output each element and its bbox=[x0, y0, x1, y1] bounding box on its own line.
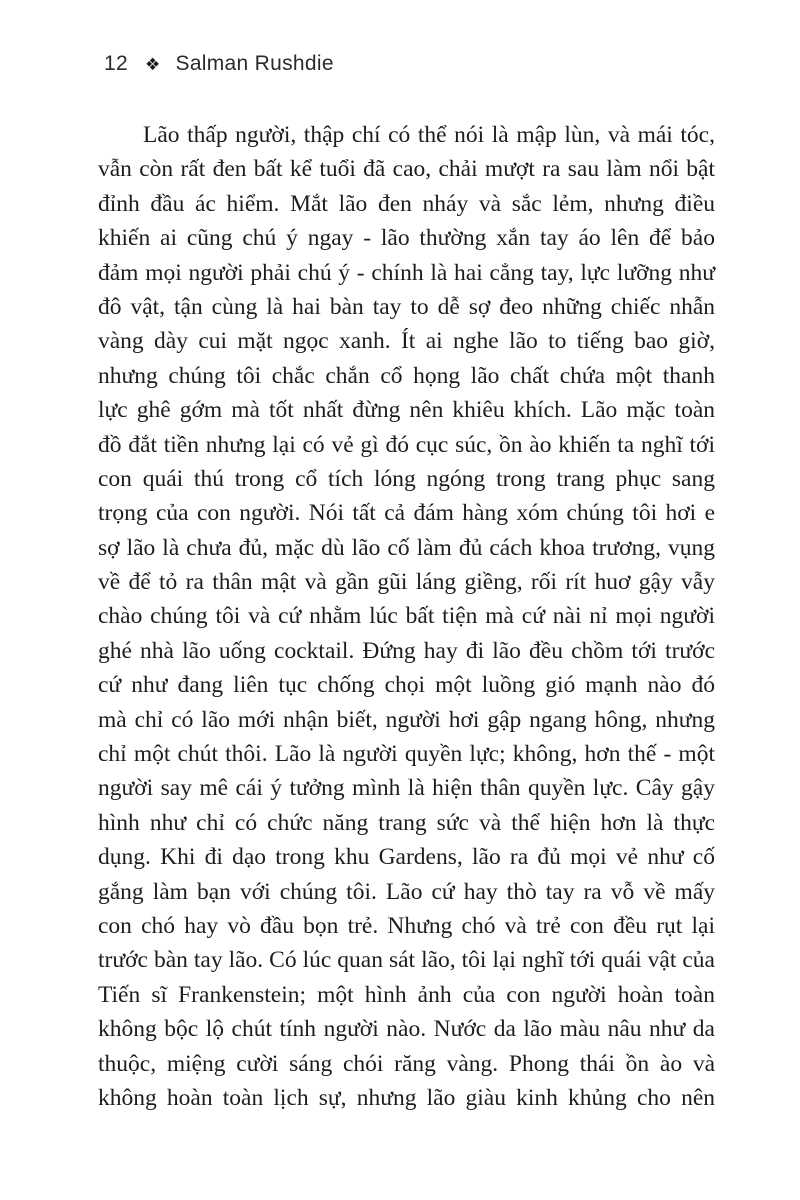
body-line: người say mê cái ý tưởng mình là hiện thân quyền lực. Cây gậy bbox=[98, 775, 715, 802]
running-head-author: Salman Rushdie bbox=[175, 52, 334, 75]
body-line: gắng làm bạn với chúng tôi. Lão cứ hay thò tay ra vỗ về mấy bbox=[98, 878, 715, 905]
body-line: thuộc, miệng cười sáng chói răng vàng. Phong thái ồn ào và bbox=[98, 1050, 715, 1077]
body-line: dụng. Khi đi dạo trong khu Gardens, lão ra đủ mọi vẻ như cố bbox=[98, 844, 715, 871]
running-header bbox=[104, 52, 334, 76]
body-line: không bộc lộ chút tính người nào. Nước da lão màu nâu như da bbox=[98, 1016, 715, 1043]
body-line: chào chúng tôi và cứ nhằm lúc bất tiện mà cứ nài nỉ mọi người bbox=[98, 603, 715, 630]
body-line: ghé nhà lão uống cocktail. Đứng hay đi lão đều chồm tới trước bbox=[98, 637, 715, 664]
body-line: vàng dày cui mặt ngọc xanh. Ít ai nghe lão to tiếng bao giờ, bbox=[98, 328, 715, 355]
body-line: Lão thấp người, thập chí có thể nói là mập lùn, và mái tóc, bbox=[143, 122, 715, 148]
body-line: đỉnh đầu ác hiểm. Mắt lão đen nháy và sắc lẻm, nhưng điều bbox=[98, 190, 715, 217]
body-line: về để tỏ ra thân mật và gần gũi láng giềng, rối rít huơ gậy vẫy bbox=[98, 569, 715, 596]
body-line: vẫn còn rất đen bất kể tuổi đã cao, chải mượt ra sau làm nổi bật bbox=[98, 156, 715, 183]
body-line: mà chỉ có lão mới nhận biết, người hơi gập ngang hông, nhưng bbox=[98, 706, 715, 733]
body-line: nhưng chúng tôi chắc chắn cổ họng lão chất chứa một thanh bbox=[98, 362, 715, 389]
body-line: khiến ai cũng chú ý ngay - lão thường xắn tay áo lên để bảo bbox=[98, 225, 715, 252]
body-line: trước bàn tay lão. Có lúc quan sát lão, tôi lại nghĩ tới quái vật của bbox=[98, 947, 715, 974]
body-line: sợ lão là chưa đủ, mặc dù lão cố làm đủ cách khoa trương, vụng bbox=[98, 534, 715, 561]
body-line: chỉ một chút thôi. Lão là người quyền lực; không, hơn thế - một bbox=[98, 741, 715, 768]
body-line: con chó hay vò đầu bọn trẻ. Nhưng chó và trẻ con đều rụt lại bbox=[98, 912, 715, 939]
body-line: đảm mọi người phải chú ý - chính là hai cẳng tay, lực lưỡng như bbox=[98, 259, 715, 286]
body-line: cứ như đang liên tục chống chọi một luồng gió mạnh nào đó bbox=[98, 672, 715, 699]
body-line: lực ghê gớm mà tốt nhất đừng nên khiêu khích. Lão mặc toàn bbox=[98, 397, 715, 424]
body-line: đồ đắt tiền nhưng lại có vẻ gì đó cục súc, ồn ào khiến ta nghĩ tới bbox=[98, 431, 715, 458]
body-line: Tiến sĩ Frankenstein; một hình ảnh của con người hoàn toàn bbox=[98, 981, 715, 1008]
diamond-ornament-icon: ❖ bbox=[144, 55, 161, 74]
body-line: con quái thú trong cổ tích lóng ngóng trong trang phục sang bbox=[98, 465, 715, 492]
body-line: hình như chỉ có chức năng trang sức và thể hiện hơn là thực bbox=[98, 809, 715, 836]
body-line: trọng của con người. Nói tất cả đám hàng xóm chúng tôi hơi e bbox=[98, 500, 715, 527]
body-line: không hoàn toàn lịch sự, nhưng lão giàu kinh khủng cho nên bbox=[98, 1084, 715, 1111]
page-number: 12 bbox=[104, 52, 128, 75]
paragraph bbox=[98, 118, 715, 1115]
body-line: đô vật, tận cùng là hai bàn tay to dễ sợ đeo những chiếc nhẫn bbox=[98, 293, 715, 320]
